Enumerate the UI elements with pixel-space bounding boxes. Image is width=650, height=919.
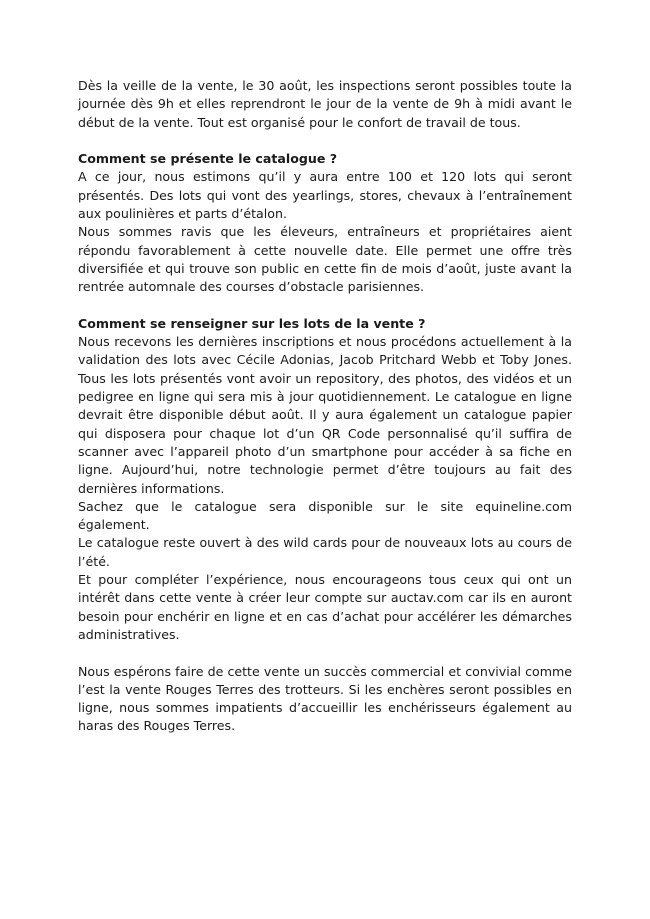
section-catalogue (78, 150, 572, 296)
closing-paragraph: Nous espérons faire de cette vente un succès commercial et convivial comme l’est la vente Rouges Terres des trotteurs. Si les enchères seront possibles en ligne, nous sommes impatients d’accueillir les enchérisseurs également au haras des Rouges Terres. (78, 663, 572, 734)
lots-paragraph: Et pour compléter l’expérience, nous encourageons tous ceux qui ont un intérêt dans cette vente à créer leur compte sur auctav.com car ils en auront besoin pour enchérir en ligne et en cas d’achat pour accélérer les démarches administratives. (78, 572, 572, 642)
intro-paragraph: Dès la veille de la vente, le 30 août, les inspections seront possibles toute la journée dès 9h et elles reprendront le jour de la vente de 9h à midi avant le début de la vente. Tout est organisé pour le confort de travail de tous. (78, 78, 572, 130)
spacer (78, 644, 572, 662)
document-page (78, 77, 572, 736)
lots-paragraph: Sachez que le catalogue sera disponible sur le site equineline.com également. (78, 498, 572, 533)
spacer (78, 132, 572, 150)
spacer (78, 297, 572, 315)
lots-paragraph: Le catalogue reste ouvert à des wild cards pour de nouveaux lots au cours de l’été. (78, 535, 572, 569)
section-lots (78, 315, 572, 644)
section-heading-lots: Comment se renseigner sur les lots de la vente ? (78, 315, 426, 331)
catalogue-paragraph: Nous sommes ravis que les éleveurs, entraîneurs et propriétaires aient répondu favorablement à cette nouvelle date. Elle permet une offre très diversifiée et qui trouve son public en cette fin de mois d’août, juste avant la rentrée automnale des courses d’obstacle parisiennes. (78, 224, 572, 295)
lots-paragraph: Nous recevons les dernières inscriptions et nous procédons actuellement à la validation des lots avec Cécile Adonias, Jacob Pritchard Webb et Toby Jones. Tous les lots présentés vont avoir un repository, des photos, des vidéos et un pedigree en ligne qui sera mis à jour quotidiennement. Le catalogue en ligne devrait être disponible début août. Il y aura également un catalogue papier qui disposera pour chaque lot d’un QR Code personnalisé qu’il suffira de scanner avec l’appareil photo d’un smartphone pour accéder à sa fiche en ligne. Aujourd’hui, notre technologie permet d’être toujours au fait des dernières informations. (78, 334, 572, 496)
catalogue-paragraph: A ce jour, nous estimons qu’il y aura entre 100 et 120 lots qui seront présentés. Des lots qui vont des yearlings, stores, chevaux à l’entraînement aux poulinières et parts d’étalon. (78, 169, 572, 222)
section-heading-catalogue: Comment se présente le catalogue ? (78, 151, 338, 167)
